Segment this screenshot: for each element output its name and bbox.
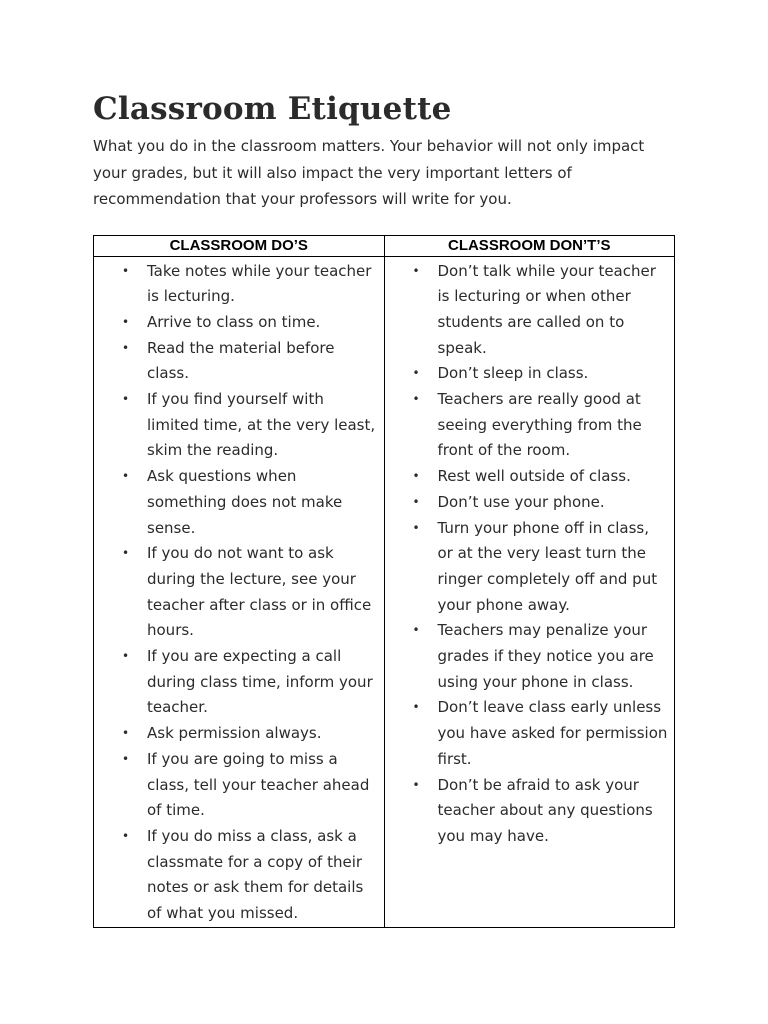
donts-cell: [384, 256, 675, 927]
list-item: • If you are expecting a call during class time, inform your teacher.: [94, 644, 384, 721]
donts-list: [385, 259, 675, 850]
list-item: • If you are going to miss a class, tell your teacher ahead of time.: [94, 747, 384, 824]
list-item: • If you find yourself with limited time, at the very least, skim the reading.: [94, 387, 384, 464]
list-item: • Don’t leave class early unless you have asked for permission first.: [385, 695, 675, 772]
list-item: • Don’t talk while your teacher is lecturing or when other students are called on to speak.: [385, 259, 675, 362]
list-item: • Read the material before class.: [94, 336, 384, 387]
dos-cell: [94, 256, 385, 927]
list-item: • Rest well outside of class.: [385, 464, 675, 490]
table-header-row: [94, 235, 675, 256]
table-body-row: [94, 256, 675, 927]
list-item: • Take notes while your teacher is lecturing.: [94, 259, 384, 310]
list-item: • Don’t sleep in class.: [385, 361, 675, 387]
list-item: • If you do not want to ask during the lecture, see your teacher after class or in office hours.: [94, 541, 384, 644]
dos-list: [94, 259, 384, 927]
etiquette-table: [93, 235, 675, 928]
list-item: • If you do miss a class, ask a classmate for a copy of their notes or ask them for details of what you missed.: [94, 824, 384, 927]
dos-column-header: CLASSROOM DO’S: [94, 235, 385, 256]
list-item: • Teachers may penalize your grades if they notice you are using your phone in class.: [385, 618, 675, 695]
list-item: • Ask questions when something does not make sense.: [94, 464, 384, 541]
list-item: • Arrive to class on time.: [94, 310, 384, 336]
list-item: • Ask permission always.: [94, 721, 384, 747]
list-item: • Don’t use your phone.: [385, 490, 675, 516]
document-page: [93, 88, 675, 928]
donts-column-header: CLASSROOM DON’T’S: [384, 235, 675, 256]
list-item: • Teachers are really good at seeing everything from the front of the room.: [385, 387, 675, 464]
document-title: Classroom Etiquette: [93, 91, 452, 127]
list-item: • Don’t be afraid to ask your teacher about any questions you may have.: [385, 773, 675, 850]
list-item: • Turn your phone off in class, or at the very least turn the ringer completely off and put your phone away.: [385, 516, 675, 619]
intro-paragraph: What you do in the classroom matters. Your behavior will not only impact your grades, but it will also impact the very important letters of recommendation that your professors will write for you.: [93, 137, 645, 208]
